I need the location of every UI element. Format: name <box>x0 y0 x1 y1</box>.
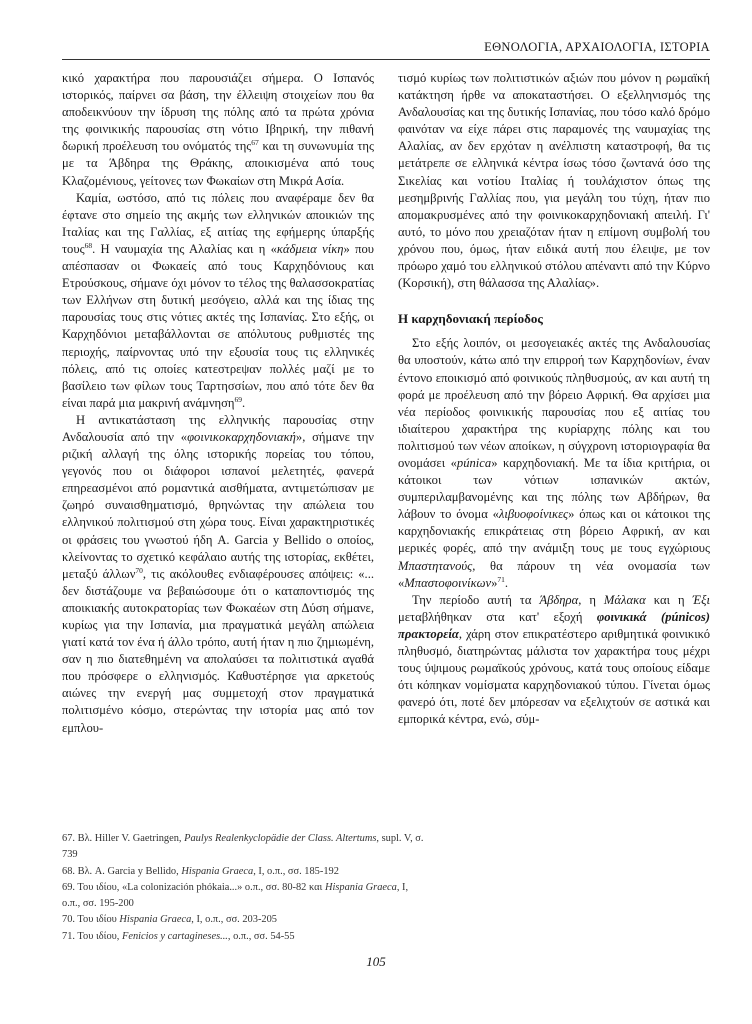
footnote: 69. Του ιδίου, «La colonización phókaia...» ο.π., σσ. 80-82 και Hispania Graeca, I, ο.π., σσ. 195-200 <box>62 881 409 910</box>
right-column <box>398 70 710 728</box>
footnote-ref: 70 <box>135 565 143 575</box>
paragraph: Στο εξής λοιπόν, οι μεσογειακές ακτές της Ανδαλουσίας θα υποστούν, κάτω από την επιρροή των Καρχηδονίων, έναν έντονο εποικισμό από φοινικούς πληθυσμούς, αν και αυτή τη φορά με προέλευση από την βόρειο Αφρική. Θα αρχίσει μια νέα περίοδος φοινικικής παρουσίας που εξ αιτίας του ιδιαίτερου χαρακτήρα της κυρίαρχης πόλης και του πολιτισμού των νέων αποίκων, η σύγχρονη ιστοριογραφία θα ονομάσει «púnica» καρχηδονιακή. Με τα ίδια κριτήρια, οι κάτοικοι των νότιων ισπανικών ακτών, συμπεριλαμβανομένης και της πόλης των Αβδήρων, θα λάβουν το όνομα «λιβυοφοίνικες» όπως και οι κάτοικοι της καρχηδονιακής επικράτειας στη βόρειο Αφρική, αν και μερικές φορές, από την ανάμιξη τους με τους εγχώριους Μπαστητανούς, θα πάρουν τη νέα ονομασία των «Μπαστοφοινίκων»$^{71}$. <box>398 336 710 590</box>
footnotes <box>62 831 482 945</box>
paragraph: κικό χαρακτήρα που παρουσιάζει σήμερα. Ο Ισπανός ιστορικός, παίρνει σα βάση, την έλλειψη στοιχείων που θα αποδεικνύουν την ίδρυση της πόλης από τα πρώτα χρόνια της φοινικικής παρουσίας στη νότιο Ιβηρική, την πιθανή δωρική προέλευση του ονόματός της$^{67}$ και τη συνωνυμία της με τα Άβδηρα της Θράκης, αποικισμένα από τους Κλαζομένιους, γείτονες των Φωκαίων στη Μικρά Ασία. <box>62 71 374 188</box>
footnote: 71. Του ιδίου, Fenicios y cartagineses..., ο.π., σσ. 54-55 <box>62 930 295 942</box>
footnote: 70. Του ιδίου Hispania Graeca, I, ο.π., σσ. 203-205 <box>62 914 277 926</box>
running-header: ΕΘΝΟΛΟΓΙΑ, ΑΡΧΑΙΟΛΟΓΙΑ, ΙΣΤΟΡΙΑ <box>62 40 710 60</box>
footnote-ref: 68 <box>84 240 93 250</box>
footnote-ref: 71 <box>497 574 505 584</box>
left-column <box>62 70 374 737</box>
footnote-ref: 69 <box>234 394 242 404</box>
paragraph: Καμία, ωστόσο, από τις πόλεις που αναφέραμε δεν θα έφτανε στο σημείο της ακμής των ελληνικών αποικιών της Ιταλίας και της Γαλλίας, εξ αιτίας της εφήμερης ύπαρξής τους$^{68}$. Η ναυμαχία της Αλαλίας και η «κάδμεια νίκη» που απέσπασαν οι Φωκαείς από τους Καρχηδόνιους και Ετρούσκους, σήμανε όχι μόνον το τέλος της θαλασσοκρατίας των Ελλήνων στη δυτική μεσόγειο, αλλά και της ίδιας της παρουσίας τους στις νότιες ακτές της Ισπανίας. Στο εξής, οι Καρχηδόνιοι μεταβάλλονται σε απόλυτους ρυθμιστές της περιοχής, παίρνοντας υπό την εξουσία τους τις ελληνικές πόλεις, από τις οποίες κατεστρεψαν πολλές μαζί με το βασίλειο των φίλων τους Ταρτησσίων, που από τότε δεν θα είναι παρά μια μακρινή ανάμνηση$^{69}$. <box>62 190 374 410</box>
paragraph: Την περίοδο αυτή τα Άβδηρα, η Μάλακα και η Έξι μεταβλήθηκαν στα κατ' εξοχή φοινικικά (púnicos) πρακτορεία, χάρη στον επικρατέστερο αριθμητικά φοινικικό πληθυσμό, διατηρώντας μάλιστα τον χαρακτήρα τους μέχρι τους ύψιμους ρωμαϊκούς χρόνους, κατά τους οποίους είδαμε ότι κόπηκαν νομίσματα καρχηδονιακού τύπου. Γίνεται όμως φανερό ότι, ποτέ δεν μπόρεσαν να εξελιχτούν σε αστικά και εμπορικά κέντρα, ενώ, σύμ- <box>398 592 710 727</box>
section-heading: Η καρχηδονιακή περίοδος <box>398 311 543 327</box>
footnote: 67. Βλ. Hiller V. Gaetringen, Paulys Realenkyclopädie der Class. Altertums, supl. V, σ. 739 <box>62 833 424 861</box>
footnote: 68. Βλ. A. Garcia y Bellido, Hispania Graeca, I, ο.π., σσ. 185-192 <box>62 865 339 877</box>
paragraph: Η αντικατάσταση της ελληνικής παρουσίας στην Ανδαλουσία από την «φοινικοκαρχηδονιακή», σήμανε την ριζική αλλαγή της όλης ιστορικής πορείας του τόπου, γεγονός που οι διάφοροι ισπανοί μελετητές, φανερά επηρεασμένοι από ρομαντικά αισθήματα, αντιμετώπισαν με ζωηρό συναισθηματισμό, θρηνώντας την απώλεια του ελληνικού πολιτισμού στη χώρα τους. Είναι χαρακτηριστικές οι φράσεις του γνωστού ήδη A. Garcia y Bellido ο οποίος, κλείνοντας το σχετικό κεφάλαιο αυτής της ιστορίας, εκθέτει, μεταξύ άλλων$^{70}$, τις ακόλουθες ενδιαφέρουσες απόψεις: «... δεν διστάζουμε να βεβαιώσουμε ότι ο καταποντισμός της αποικιακής αυτοκρατορίας των Φωκαέων στη Δύση σήμανε, κυρίως για την Ισπανία, μια πραγματικά μεγάλη απώλεια γιατί κατά τον ένα ή άλλο τρόπο, αυτή ήταν η πιο ζημιωμένη, σαν η πιο διατεθημένη να απολαύσει τα πολιτιστικά αγαθά που πρόσφερε ο ελληνισμός. Καθυστέρησε για αρκετούς αιώνες την ενεργή μας συμμετοχή στον πραγματικά πολιτισμένο κόσμο, στερώντας την ιστορία μας από τον εμπλου- <box>62 412 374 735</box>
paragraph: τισμό κυρίως των πολιτιστικών αξιών που μόνον η ρωμαϊκή κατάκτηση ήρθε να αποκαταστήσει. Ο εξελληνισμός της Ανδαλουσίας και της δυτικής Ισπανίας, που τόσο καλό δρόμο φαινόταν να είχε πάρει στις παραμονές της ναυμαχίας της Αλαλίας, αν δεν ερχόταν η ανέλπιστη καταστροφή, θα τις μετάτρεπε σε ελληνικά κέντρα ίσως τόσο ζωντανά όσο της Σικελίας και νοτίου Ιταλίας ή τουλάχιστον όπως της μεσημβρινής Γαλλίας που, για μεγάλη του τύχη, ήταν πιο απομακρυσμένες από την φοινικοκαρχηδονιακή απειλή. Γι' αυτό, το μόνο που χρειαζόταν ήταν η επίμονη συμβολή του χρόνου που, όμως, ήταν ειδικά αυτή που έλειψε, με τον πρόωρο χαμό του ελληνικού στόλου απέναντι από την Κύρνο (Κορσική), στη θάλασσα της Αλαλίας». <box>398 71 710 291</box>
page-number: 105 <box>366 954 386 969</box>
footnote-ref: 67 <box>251 138 259 148</box>
